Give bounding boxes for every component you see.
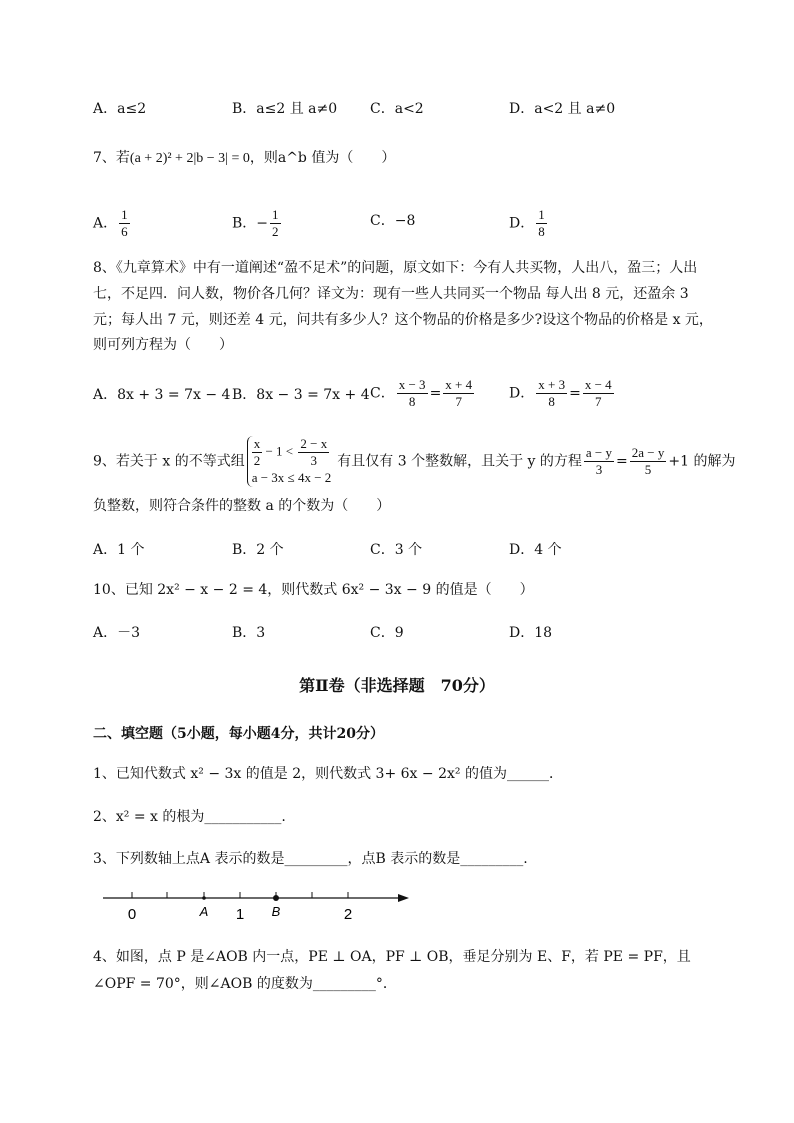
q7-question: 7、若(a + 2)² + 2|b − 3| = 0，则a^b 值为（ ） — [93, 150, 396, 166]
number-line-ticks — [132, 892, 348, 898]
q10-option-b[interactable]: B．3 — [232, 625, 266, 641]
q8-option-b[interactable]: B．8x − 3 = 7x + 4 — [232, 387, 370, 403]
q7-expression: (a + 2)² + 2|b − 3| = 0 — [129, 151, 250, 166]
arrow-right-icon — [398, 894, 409, 902]
q10-question: 10、已知 2x² − x − 2 = 4，则代数式 6x² − 3x − 9 的值是（ ） — [93, 582, 534, 598]
q9-question: 9、若关于 x 的不等式组 $\frac{x}{2}$ − 1 < $\frac{2 - x}{3}$ a − 3x ≤ 4x − 2 有且仅有 3 个整数解，且关于 y 的方程 $\frac{a - y}{3}$ = $\frac{2a - y}{5}$ +1 的解为 — [93, 436, 736, 485]
section2-title: 二、填空题（5小题，每小题4分，共计20分） — [93, 726, 384, 742]
q6-option-a[interactable]: A．a≤2 — [93, 101, 147, 117]
q10-option-c[interactable]: C．9 — [370, 625, 404, 641]
q10-option-a[interactable]: A．－3 — [93, 625, 141, 641]
q8-option-c[interactable]: C． $\frac{x - 3}{8}$ = $\frac{x + 4}{7}$ — [370, 377, 473, 409]
fill-question-4-line-2: ∠OPF = 70°，则∠AOB 的度数为_________°． — [93, 976, 397, 992]
q6-option-c[interactable]: C．a<2 — [370, 101, 424, 117]
number-line — [95, 884, 415, 924]
q8-line-3: 元；每人出 7 元，则还差 4 元，问共有多少人？这个物品的价格是多少?设这个物品的价格是 x 元， — [93, 312, 713, 328]
q9-option-a[interactable]: A．1 个 — [93, 542, 145, 558]
q8-line-4: 则可列方程为（ ） — [93, 337, 233, 353]
q9-option-c[interactable]: C．3 个 — [370, 542, 423, 558]
q9-inequality-system: $\frac{x}{2}$ − 1 < $\frac{2 - x}{3}$ a − 3x ≤ 4x − 2 — [247, 436, 332, 487]
q9-options — [93, 540, 713, 564]
point-a-dot — [202, 896, 206, 900]
q7-option-d[interactable]: D． $\frac{1}{8}$ — [509, 207, 545, 239]
q6-option-b[interactable]: B．a≤2 且 a≠0 — [232, 101, 338, 117]
q8-options — [93, 377, 713, 413]
q9-line-2: 负整数，则符合条件的整数 a 的个数为（ ） — [93, 498, 391, 514]
tick-label-2: 2 — [343, 906, 353, 923]
point-b-label: B — [271, 904, 281, 919]
point-b-dot — [273, 895, 279, 901]
q8-line-1: 8、《九章算术》中有一道阐述“盈不足术”的问题，原文如下：今有人共买物，人出八，盈三；人出 — [93, 260, 698, 276]
q10-option-d[interactable]: D．18 — [509, 625, 553, 641]
q7-option-b[interactable]: B．− $\frac{1}{2}$ — [232, 207, 279, 239]
q8-option-a[interactable]: A．8x + 3 = 7x − 4 — [93, 387, 231, 403]
q6-option-d[interactable]: D．a<2 且 a≠0 — [509, 101, 616, 117]
part2-title: 第Ⅱ卷（非选择题 70分） — [299, 676, 495, 695]
fill-question-1: 1、已知代数式 x² − 3x 的值是 2，则代数式 3+ 6x − 2x² 的值为______． — [93, 766, 563, 782]
q7-option-a[interactable]: A． $\frac{1}{6}$ — [93, 207, 128, 239]
q7-option-c[interactable]: C．−8 — [370, 213, 416, 229]
q10-options — [93, 623, 713, 647]
fill-question-3: 3、下列数轴上点A 表示的数是_________，点B 表示的数是_________. — [93, 851, 528, 867]
tick-label-0: 0 — [127, 906, 137, 923]
fill-question-2: 2、x² = x 的根为___________. — [93, 809, 286, 825]
q6-options — [93, 99, 713, 123]
q8-option-d[interactable]: D． $\frac{x + 3}{8}$ = $\frac{x - 4}{7}$ — [509, 377, 612, 409]
fill-question-4-line-1: 4、如图，点 P 是∠AOB 内一点，PE ⊥ OA，PF ⊥ OB，垂足分别为 E、F，若 PE = PF，且 — [93, 949, 691, 965]
tick-label-1: 1 — [235, 906, 245, 923]
q9-option-d[interactable]: D．4 个 — [509, 542, 562, 558]
q7-options — [93, 203, 713, 237]
q9-option-b[interactable]: B．2 个 — [232, 542, 284, 558]
q8-line-2: 七，不足四．问人数，物价各几何？译文为：现有一些人共同买一个物品 每人出 8 元，还盈余 3 — [93, 286, 689, 302]
point-a-label: A — [199, 904, 209, 919]
